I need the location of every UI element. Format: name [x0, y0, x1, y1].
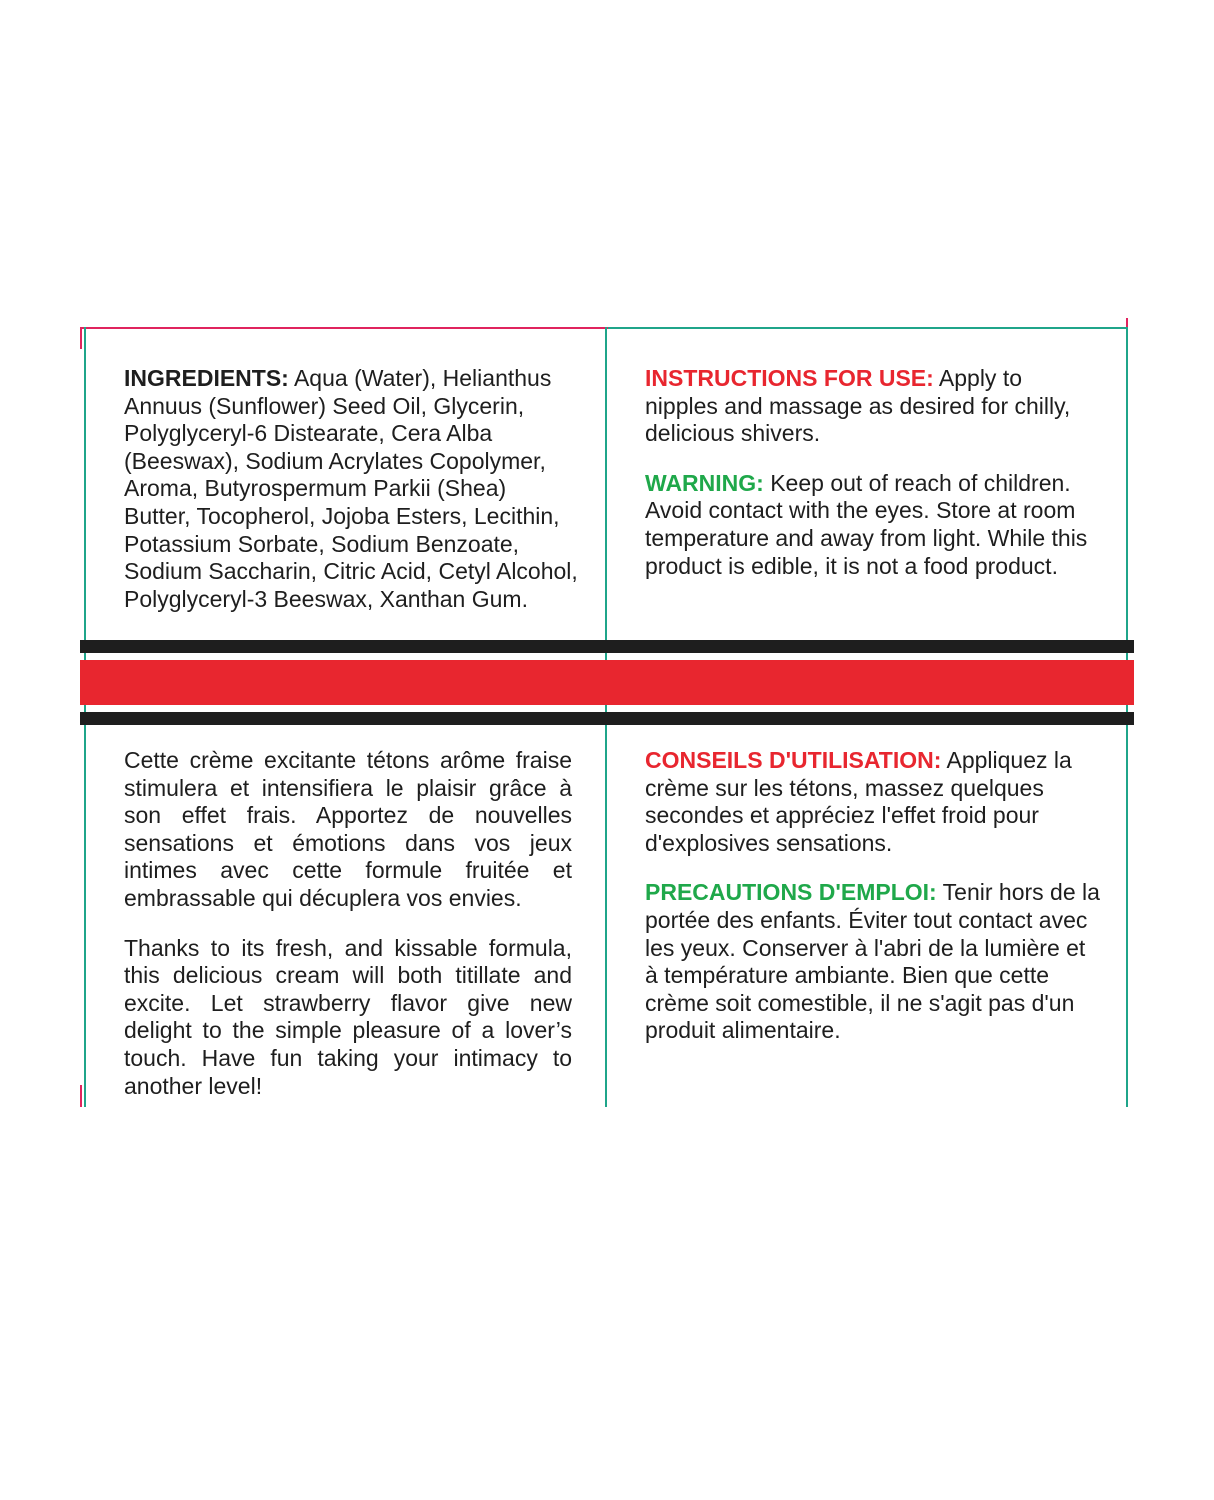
ingredients-label: INGREDIENTS: — [124, 365, 289, 391]
conseils-panel — [645, 747, 1100, 1067]
french-description: Cette crème excitante tétons arôme fraise stimulera et intensifiera le plaisir grâce à son effet frais. Apportez de nouvelles sensations et émotions dans vos jeux intimes avec cette formule fruitée et embrassable qui décuplera vos envies. — [124, 747, 572, 911]
warning-label: WARNING: — [645, 469, 764, 496]
top-border-line-right — [608, 327, 1128, 329]
stripe-black-top — [80, 640, 1134, 653]
crop-mark-bottom-left — [80, 1085, 82, 1107]
stripe-red — [80, 660, 1134, 705]
instructions-text: Apply to nipples and massage as desired for chilly, delicious shivers. — [645, 365, 1071, 447]
instructions-label: INSTRUCTIONS FOR USE: — [645, 365, 934, 391]
description-panel — [124, 747, 572, 1122]
stripe-black-bottom — [80, 712, 1134, 725]
ingredients-paragraph — [124, 365, 579, 613]
precautions-paragraph — [645, 879, 1100, 1045]
conseils-text: Appliquez la crème sur les tétons, massez quelques secondes et appréciez l'effet froid pour d'explosives sensations. — [645, 747, 1072, 856]
ingredients-text: Aqua (Water), Helianthus Annuus (Sunflower) Seed Oil, Glycerin, Polyglyceryl-6 Distearate, Cera Alba (Beeswax), Sodium Acrylates Copolymer, Aroma, Butyrospermum Parkii (Shea) Butter, Tocopherol, Jojoba Esters, Lecithin, Potassium Sorbate, Sodium Benzoate, Sodium Saccharin, Citric Acid, Cetyl Alcohol, Polyglyceryl-3 Beeswax, Xanthan Gum. — [124, 365, 578, 612]
instructions-panel — [645, 365, 1100, 602]
ingredients-panel — [124, 365, 579, 635]
precautions-label: PRECAUTIONS D'EMPLOI: — [645, 879, 937, 906]
english-description: Thanks to its fresh, and kissable formula, this delicious cream will both titillate and excite. Let strawberry flavor give new delight to the simple pleasure of a lover’s touch. Have fun taking your intimacy to another level! — [124, 934, 572, 1099]
top-border-line-left — [80, 327, 608, 329]
warning-paragraph — [645, 470, 1100, 580]
conseils-label: CONSEILS D'UTILISATION: — [645, 747, 942, 773]
crop-mark-top-left — [80, 327, 82, 349]
precautions-text: Tenir hors de la portée des enfants. Éviter tout contact avec les yeux. Conserver à l'abri de la lumière et à température ambiante. Bien que cette crème soit comestible, il ne s'agit pas d'un produit alimentaire. — [645, 879, 1100, 1044]
conseils-paragraph — [645, 747, 1100, 857]
warning-text: Keep out of reach of children. Avoid contact with the eyes. Store at room temperature and away from light. While this product is edible, it is not a food product. — [645, 469, 1088, 579]
instructions-paragraph — [645, 365, 1100, 448]
